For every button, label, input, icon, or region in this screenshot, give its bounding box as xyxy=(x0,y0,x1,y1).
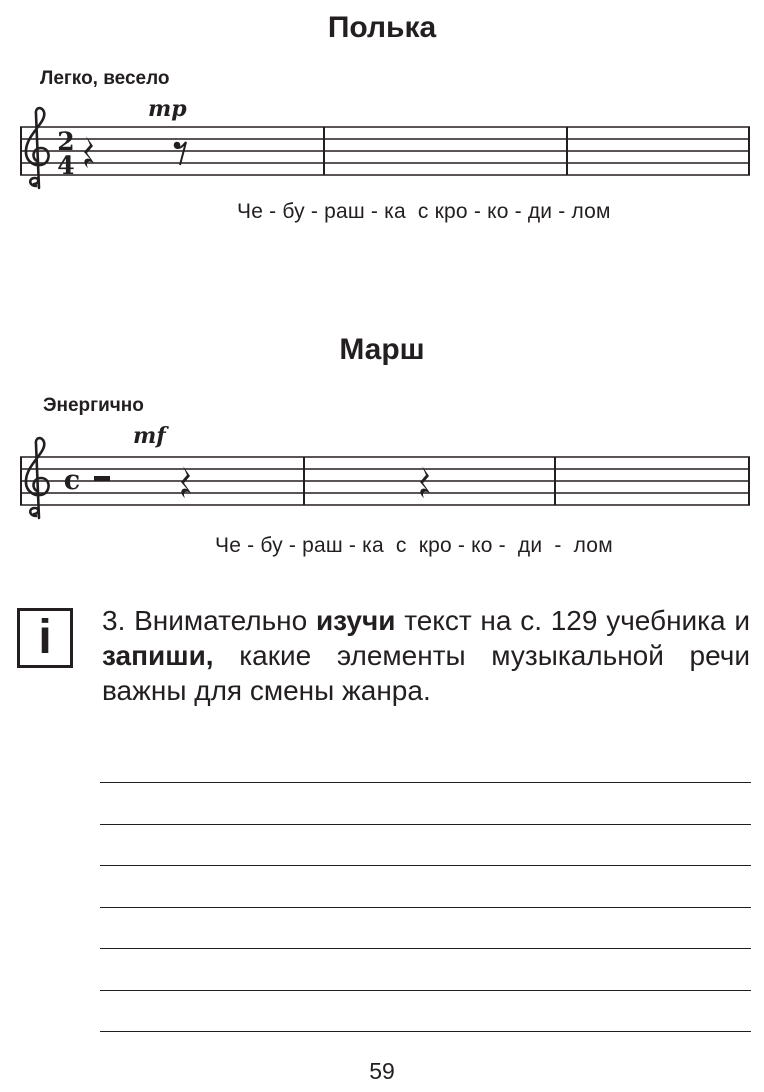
eighth-rest-icon xyxy=(174,142,186,165)
common-time-signature: c xyxy=(63,465,81,496)
answer-line[interactable] xyxy=(100,907,751,908)
answer-line[interactable] xyxy=(100,824,751,825)
time-signature-top: 2 xyxy=(57,127,75,156)
answer-line[interactable] xyxy=(100,1031,751,1032)
polka-tempo-marking: Легко, весело xyxy=(40,68,170,89)
answer-line[interactable] xyxy=(100,782,751,783)
polka-lyrics: Че - бу - раш - ка с кро - ко - ди - лом xyxy=(237,200,611,223)
march-lyrics: Че - бу - раш - ка с кро - ко - ди - лом xyxy=(215,534,613,557)
task-number: 3. xyxy=(102,605,126,636)
task-verb-study: изучи xyxy=(315,605,396,636)
half-rest-icon xyxy=(94,476,110,481)
treble-clef-icon xyxy=(26,108,49,188)
answer-line[interactable] xyxy=(100,948,751,949)
march-tempo-marking: Энергично xyxy=(43,395,144,416)
march-dynamic-marking: mf xyxy=(133,423,166,449)
polka-dynamic-marking: mp xyxy=(148,96,187,122)
answer-line[interactable] xyxy=(100,865,751,866)
answer-line[interactable] xyxy=(100,990,751,991)
polka-staff xyxy=(0,104,764,204)
task-text: 3. Внимательно изучи текст на с. 129 учебника и запиши, какие элементы музыкальной речи важны для смены жанра. xyxy=(102,605,750,706)
polka-title: Полька xyxy=(327,11,437,44)
march-title: Марш xyxy=(339,333,425,366)
page-number: 59 xyxy=(369,1058,395,1084)
time-signature-bottom: 4 xyxy=(57,151,75,180)
info-icon: i xyxy=(17,608,73,668)
treble-clef-icon xyxy=(26,438,49,518)
march-staff xyxy=(0,434,764,534)
task-verb-write: запиши, xyxy=(102,640,214,671)
